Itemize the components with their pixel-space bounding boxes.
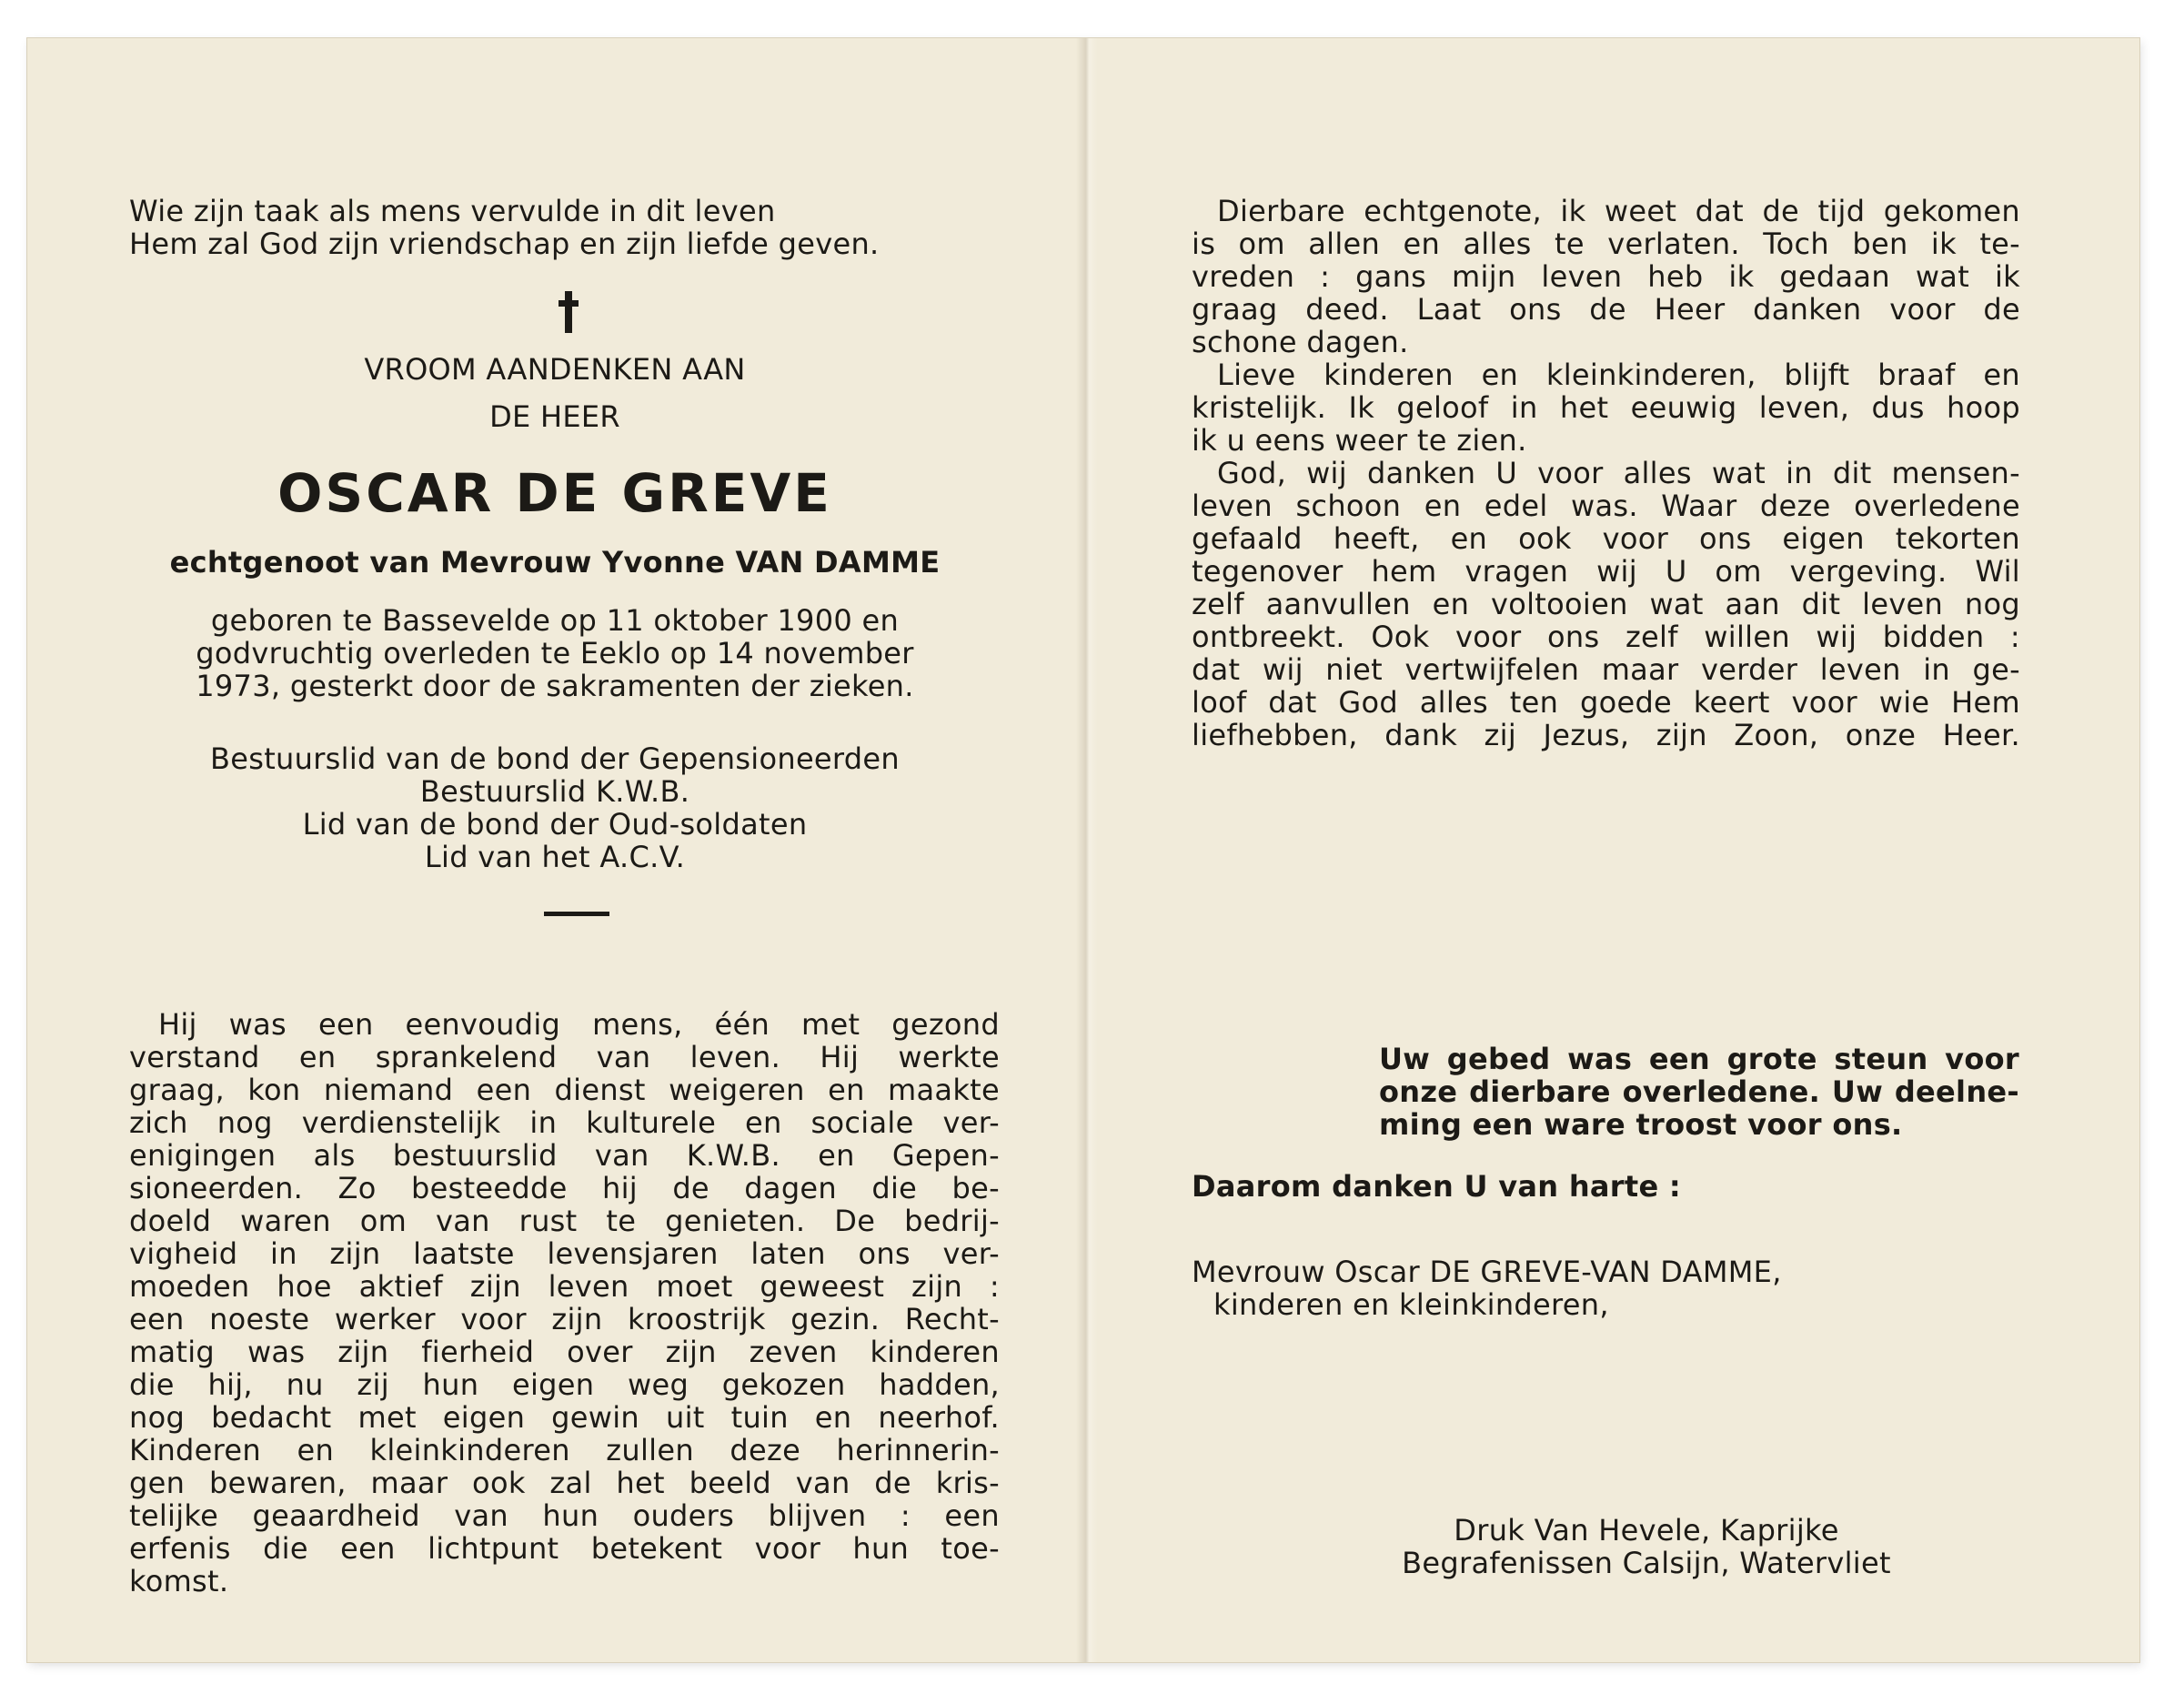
verse-line-1: Wie zijn taak als mens vervulde in dit leven — [129, 194, 776, 228]
farewell-line: Lieve kinderen en kleinkinderen, blijft braaf en — [1217, 358, 2020, 392]
farewell-line: vreden : gans mijn leven heb ik gedaan wat ik — [1192, 259, 2020, 294]
farewell-line: gefaald heeft, en ook voor ons eigen tekorten — [1192, 521, 2020, 556]
family-line-1: Mevrouw Oscar DE GREVE-VAN DAMME, — [1192, 1255, 1782, 1289]
bio-line: graag, kon niemand een dienst weigeren en maakte — [129, 1073, 1000, 1107]
bio-line: gen bewaren, maar ook zal het beeld van de kris- — [129, 1466, 1000, 1500]
heading-de-heer: DE HEER — [489, 399, 620, 434]
memorial-card — [27, 38, 2139, 1662]
bio-line: nog bedacht met eigen gewin uit tuin en neerhof. — [129, 1400, 1000, 1435]
farewell-line: ik u eens weer te zien. — [1192, 423, 1527, 458]
bio-line: doeld waren om van rust te genieten. De bedrij- — [129, 1204, 1000, 1238]
farewell-line: tegenover hem vragen wij U om vergeving. Wil — [1192, 554, 2020, 589]
role-line-1: Bestuurslid van de bond der Gepensioneerden — [209, 741, 900, 776]
bio-line: die hij, nu zij hun eigen weg gekozen hadden, — [129, 1367, 1000, 1402]
role-line-4: Lid van het A.C.V. — [424, 840, 686, 874]
farewell-line: Dierbare echtgenote, ik weet dat de tijd gekomen — [1217, 194, 2020, 228]
printer-line-1: Druk Van Hevele, Kaprijke — [1454, 1513, 1839, 1548]
birth-line-3: 1973, gesterkt door de sakramenten der zieken. — [196, 669, 914, 703]
farewell-line: graag deed. Laat ons de Heer danken voor de — [1192, 292, 2020, 327]
birth-line-2: godvruchtig overleden te Eeklo op 14 november — [196, 636, 914, 671]
bio-line: matig was zijn fierheid over zijn zeven kinderen — [129, 1335, 1000, 1369]
thanks-line: Uw gebed was een grote steun voor — [1379, 1042, 2019, 1076]
right-panel — [1092, 38, 2138, 1662]
farewell-line: kristelijk. Ik geloof in het eeuwig leven, dus hoop — [1192, 390, 2020, 425]
verse-line-2: Hem zal God zijn vriendschap en zijn liefde geven. — [129, 227, 880, 261]
farewell-line: leven schoon en edel was. Waar deze overledene — [1192, 489, 2020, 523]
bio-line: sioneerden. Zo besteedde hij de dagen die be- — [129, 1171, 1000, 1205]
bio-line: moeden hoe aktief zijn leven moet geweest zijn : — [129, 1269, 1000, 1304]
bio-line: zich nog verdienstelijk in kulturele en sociale ver- — [129, 1105, 1000, 1140]
farewell-line: ontbreekt. Ook voor ons zelf willen wij bidden : — [1192, 620, 2020, 654]
bio-line: komst. — [129, 1564, 229, 1598]
cross-icon — [559, 291, 579, 333]
birth-line-1: geboren te Bassevelde op 11 oktober 1900 en — [210, 603, 900, 638]
divider — [544, 912, 609, 916]
thanks-closing: Daarom danken U van harte : — [1192, 1169, 1682, 1204]
role-line-2: Bestuurslid K.W.B. — [419, 774, 690, 809]
bio-line: Hij was een eenvoudig mens, één met gezond — [158, 1007, 1000, 1042]
bio-line: een noeste werker voor zijn kroostrijk gezin. Recht- — [129, 1302, 1000, 1336]
farewell-line: God, wij danken U voor alles wat in dit mensen- — [1217, 456, 2020, 490]
family-line-2: kinderen en kleinkinderen, — [1213, 1287, 1609, 1322]
deceased-name: OSCAR DE GREVE — [277, 462, 832, 524]
thanks-line: ming een ware troost voor ons. — [1379, 1107, 1903, 1142]
bio-line: verstand en sprankelend van leven. Hij werkte — [129, 1040, 1000, 1074]
farewell-line: zelf aanvullen en voltooien wat aan dit leven nog — [1192, 587, 2020, 621]
spouse-line: echtgenoot van Mevrouw Yvonne VAN DAMME — [169, 545, 941, 580]
role-line-3: Lid van de bond der Oud-soldaten — [302, 807, 808, 842]
bio-line: enigingen als bestuurslid van K.W.B. en Gepen- — [129, 1138, 1000, 1173]
farewell-line: is om allen en alles te verlaten. Toch ben ik te- — [1192, 227, 2020, 261]
farewell-line: dat wij niet vertwijfelen maar verder leven in ge- — [1192, 652, 2020, 687]
heading-aandenken: VROOM AANDENKEN AAN — [364, 352, 746, 387]
bio-line: erfenis die een lichtpunt betekent voor hun toe- — [129, 1531, 1000, 1566]
farewell-line: liefhebben, dank zij Jezus, zijn Zoon, onze Heer. — [1192, 718, 2020, 752]
bio-line: telijke geaardheid van hun ouders blijven : een — [129, 1498, 1000, 1533]
printer-line-2: Begrafenissen Calsijn, Watervliet — [1402, 1546, 1891, 1580]
farewell-line: loof dat God alles ten goede keert voor wie Hem — [1192, 685, 2020, 720]
thanks-line: onze dierbare overledene. Uw deelne- — [1379, 1074, 2019, 1109]
farewell-line: schone dagen. — [1192, 325, 1409, 359]
bio-line: vigheid in zijn laatste levensjaren laten ons ver- — [129, 1236, 1000, 1271]
bio-line: Kinderen en kleinkinderen zullen deze herinnerin- — [129, 1433, 1000, 1467]
left-panel — [27, 38, 1082, 1662]
